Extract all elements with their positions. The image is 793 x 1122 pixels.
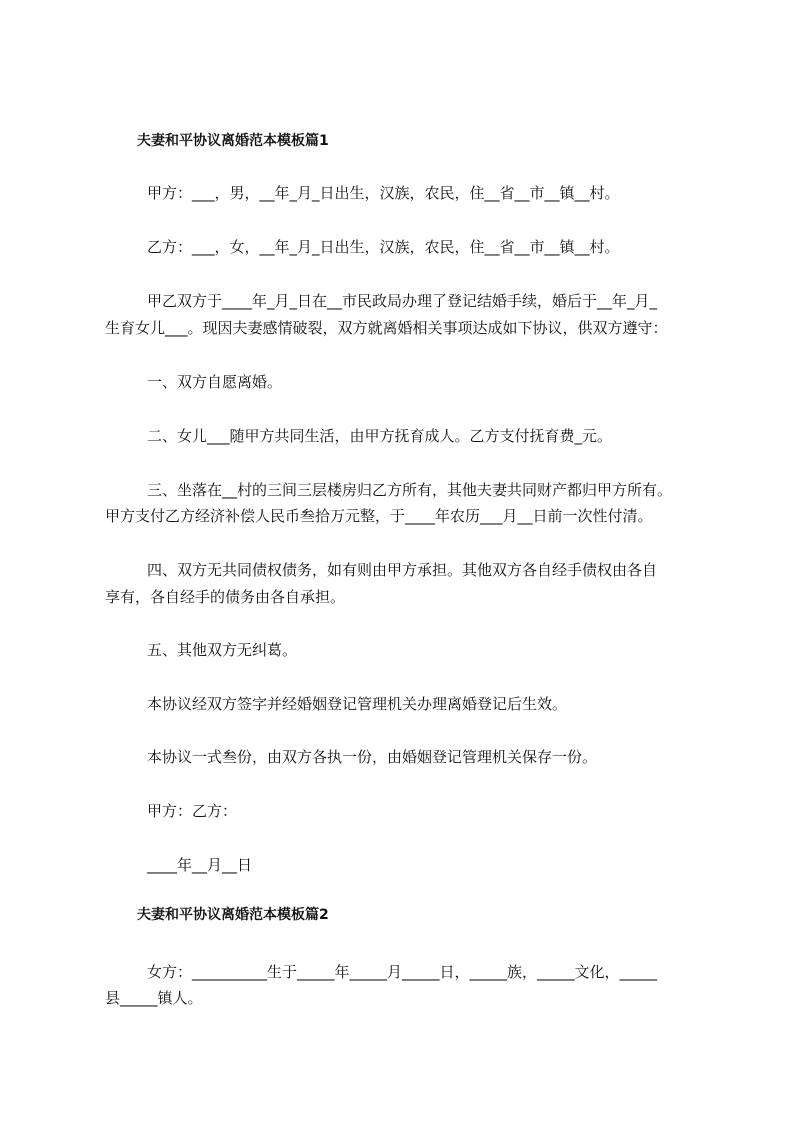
clause-4-line-1: 四、双方无共同债权债务，如有则由甲方承担。其他双方各自经手债权由各自 — [147, 561, 658, 579]
copies-clause: 本协议一式叁份，由双方各执一份，由婚姻登记管理机关保存一份。 — [147, 748, 598, 766]
clause-3-line-2: 甲方支付乙方经济补偿人民币叁拾万元整，于____年农历___月__日前一次性付清。 — [105, 507, 653, 525]
section-title-2: 夫妻和平协议离婚范本模板篇2 — [137, 907, 329, 923]
intro-paragraph-line-2: 生育女儿___。现因夫妻感情破裂，双方就离婚相关事项达成如下协议，供双方遵守： — [105, 319, 668, 337]
clause-4-line-2: 享有，各自经手的债务由各自承担。 — [105, 588, 346, 606]
clause-3-line-1: 三、坐落在__村的三间三层楼房归乙方所有，其他夫妻共同财产都归甲方所有。 — [147, 481, 673, 499]
intro-paragraph-line-1: 甲乙双方于____年_月_日在__市民政局办理了登记结婚手续，婚后于__年_月_ — [147, 292, 658, 310]
section-title: 夫妻和平协议离婚范本模板篇1 — [137, 133, 329, 149]
signature-line: 甲方：乙方： — [147, 802, 238, 820]
wife-info-line-2: 县_____镇人。 — [105, 989, 203, 1007]
effective-clause: 本协议经双方签字并经婚姻登记管理机关办理离婚登记后生效。 — [147, 695, 568, 713]
clause-5: 五、其他双方无纠葛。 — [147, 641, 298, 659]
clause-2: 二、女儿___随甲方共同生活，由甲方抚育成人。乙方支付抚育费_元。 — [147, 427, 613, 445]
date-line: ____年__月__日 — [147, 856, 253, 874]
wife-info-line-1: 女方：__________生于_____年_____月_____日，_____族，_____文化，_____ — [147, 963, 658, 981]
clause-1: 一、双方自愿离婚。 — [147, 373, 283, 391]
party-a-info: 甲方：___，男，__年_月_日出生，汉族，农民，住__省__市__镇__村。 — [147, 184, 620, 202]
party-b-info: 乙方：___，女，__年_月_日出生，汉族，农民，住__省__市__镇__村。 — [147, 238, 620, 256]
